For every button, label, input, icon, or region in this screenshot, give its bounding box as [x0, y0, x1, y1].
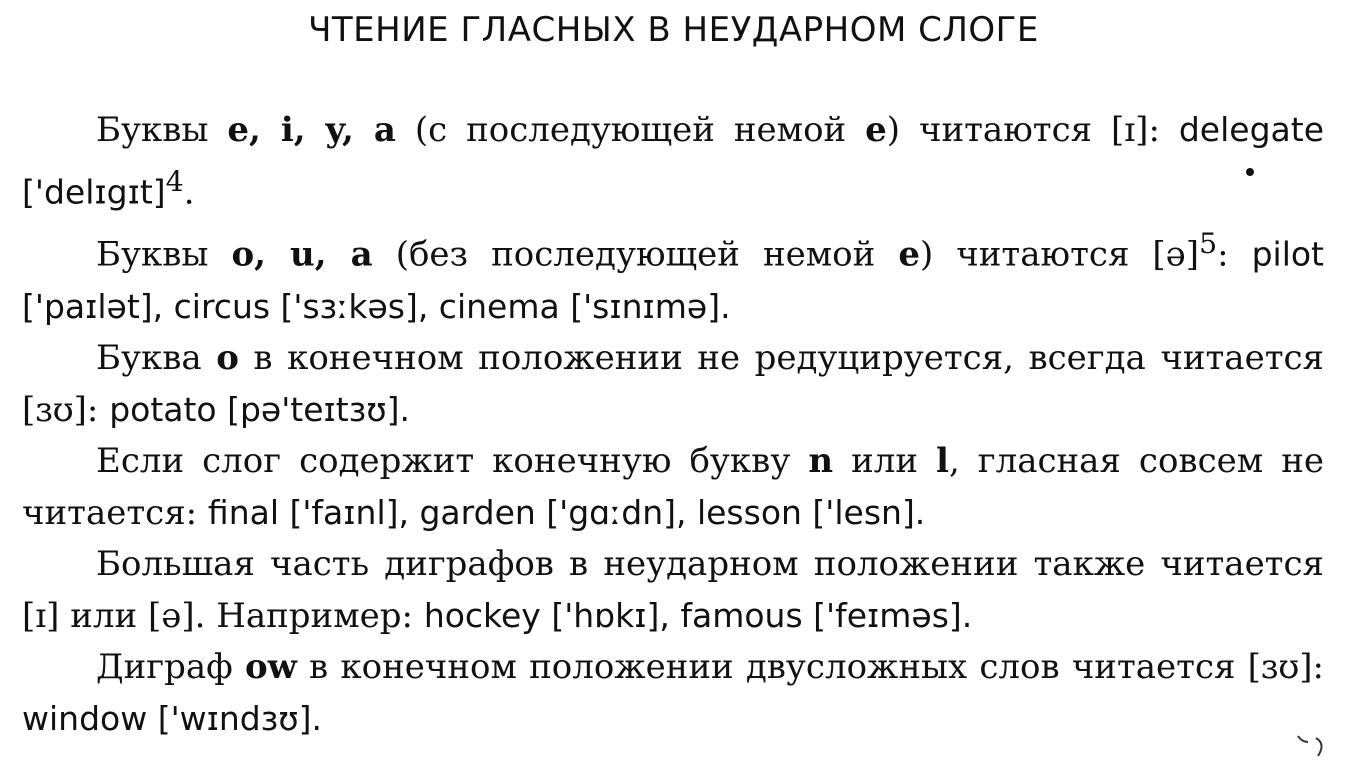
p1-footnote-4: 4	[165, 165, 184, 198]
p2-text-2: (без последующей немой	[372, 234, 899, 275]
p1-bold-2: e	[865, 110, 887, 150]
paragraph-4	[22, 436, 1324, 539]
p6-text-1: Диграф	[96, 646, 245, 687]
p1-example: delegate ['delɪgɪt]	[22, 110, 1324, 212]
p6-text-2: в конечном положении двусложных слов читается [ɜʊ]:	[296, 646, 1324, 687]
p2-text-3: ) читаются [ə]	[919, 234, 1200, 275]
p1-text-2: (с последующей немой	[395, 110, 866, 150]
p4-text-1: Если слог содержит конечную букву	[96, 440, 809, 481]
paragraph-6	[22, 642, 1324, 745]
paragraph-5	[22, 539, 1324, 642]
body-text	[22, 104, 1324, 745]
p1-text-3: ) читаются [ɪ]:	[886, 110, 1179, 150]
p1-text-4: .	[183, 172, 195, 213]
p2-bold-2: e	[898, 234, 920, 275]
paragraph-1	[22, 104, 1324, 218]
p4-text-2: или	[833, 440, 937, 481]
p3-text-2: в конечном положении не редуцируется, всегда читается [ɜʊ]:	[22, 337, 1324, 430]
p3-example: potato [pə'teɪtɜʊ].	[109, 389, 411, 429]
paragraph-3	[22, 333, 1324, 436]
p5-text-1: Большая часть диграфов в неударном положении также читается [ɪ] или [ə]. Например:	[22, 543, 1324, 636]
p3-text-1: Буква	[96, 337, 217, 378]
p1-text-1: Буквы	[96, 110, 228, 150]
p6-bold-1: ow	[244, 646, 297, 687]
p4-bold-1: n	[808, 440, 834, 481]
ink-dot-mark	[1246, 168, 1254, 176]
p4-text-3: , гласная совсем не читается:	[22, 440, 1324, 533]
p6-example: window ['wɪndɜʊ].	[22, 698, 323, 738]
p3-bold-1: o	[216, 337, 239, 378]
p1-bold-1: e, i, y, a	[227, 110, 396, 150]
p4-example: final ['faɪnl], garden ['gɑːdn], lesson ['lesn].	[207, 492, 926, 532]
p5-example: hockey ['hɒkɪ], famous ['feɪməs].	[423, 595, 973, 635]
paragraph-2	[22, 218, 1324, 332]
page-title: ЧТЕНИЕ ГЛАСНЫХ В НЕУДАРНОМ СЛОГЕ	[308, 10, 1039, 50]
p2-example: pilot ['paɪlət], circus ['sɜːkəs], cinema ['sɪnɪmə].	[22, 234, 1324, 326]
p2-text-1: Буквы	[96, 234, 232, 275]
p2-footnote-5: 5	[1199, 227, 1218, 261]
p2-bold-1: o, u, a	[231, 234, 373, 275]
scan-mark-icon	[1290, 728, 1330, 768]
p2-text-4: :	[1217, 234, 1252, 275]
p4-bold-2: l	[936, 440, 949, 481]
